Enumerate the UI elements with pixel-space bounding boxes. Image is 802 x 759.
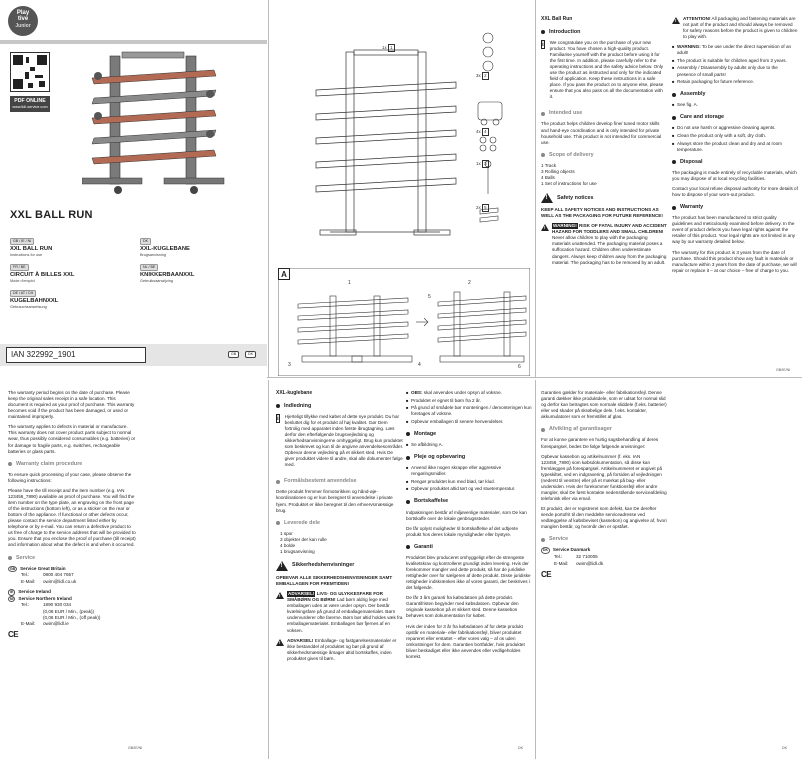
cover-page xyxy=(0,0,267,378)
divider xyxy=(535,0,536,378)
gb-warranty-column: The warranty period begins on the date of purchase. Please keep the original sales receipt in a safe location. This document is required as your proof of purchase. This warranty becomes void if the product has been damaged, or used or maintained improperly. The warranty applies to defects in material or manufacture. This warranty does not cover product parts subject to normal wear, thus possibly considered consumables (e.g. batteries) or for damage to fragile parts, e.g. switches, rechargeable batteries or glass parts. Warranty claim procedure To ensure quick processing of your case, please observe the following instructions: Please have the till receipt and the item number (e.g. IAN 123456_7890) available as proof of purchase. You will find the item number on the type plate, an engraving on the front page of the instructions (bottom left), or as a sticker on the rear or bottom of the appliance. If functional or other defects occur, please contact the service department listed either by telephone or by e-mail. You can return a defective product to us free of charge to the service address that will be provided to you. Ensure that you enclose the proof of purchase (till receipt) and information about what the defect is and when it occurred. Service GB Service Great Britain Tel.: 0800 404 7657 E-Mail: owim@lidl.co.uk IE Service Ireland NI Service Northern Ireland Tel.: 1890 930 034 (0,08 EUR / Min., (peak)) (0,06 EUR / Min., (off peak)) E-Mail: owim@lidl.ie CE xyxy=(8,390,136,640)
part-label-3: 1x 3 xyxy=(476,160,489,168)
callout-4: 4 xyxy=(418,362,421,368)
warning-icon xyxy=(276,639,284,646)
parts-icons xyxy=(476,32,506,240)
gb-column-2: ! ATTENTION! All packaging and fastening materials are not part of the product and should always be removed for safety reasons before the product is given to children to play with. ■ WARNING: To be use under the direct supervision of an adult! ■ The product is suitable for children aged from 2 years. ■ Assembly / Disassembly by adults only due to the presence of small parts! ■ Retain packaging for future reference. Assembly ■ See fig. A. Care and storage ■ Do not use harsh or aggressive cleaning agents. ■ Clean the product only with a soft, dry cloth. ■ Always store the product clean and dry and at room temperature. Disposal The packaging is made entirely of recyclable materials, which you may dispose of at local recycling facilities. Contact your local refuse disposal authority for more details of how to dispose of your worn-out product. Warranty The product has been manufactured to strict quality guidelines and meticulously examined before delivery. In the event of product defects you have legal rights against the retailer of this product. Your legal rights are not limited in any way by our warranty detailed below. The warranty for this product is 3 years from the date of purchase. Should this product show any fault in materials or manufacture within 3 years from the date of purchase, we will repair or replace it – at our choice – free of charge to you. xyxy=(672,16,798,278)
page-footer: DK xyxy=(518,746,523,750)
callout-6: 6 xyxy=(518,364,521,370)
care-heading: Care and storage xyxy=(672,114,798,121)
cover-title: XXL BALL RUN xyxy=(10,209,93,221)
dk-column-1: XXL-kuglebane Indledning i Hjerteligt tillykke med købet af dette nye produkt. Du har besluttet dig for et produkt af høj kvalitet. Gør Dem fortrolig med apparatet inden første ibrugtagning. Læs derfor den efterfølgende brugsvejledning og sikkerhedsanvisningerne omhyggeligt. Brug kun produktet som beskrevet og kun til de angivne anvendelsesområder. Opbevar denne vejledning på et sikkert sted. Hvis De giver produktet videre til andre, skal alle dokumenter følge med. Formålsbestemt anvendelse Dette produkt fremmer finmotorikken og hånd-øje-koordinationen og er kun beregnet til anvendelse i private hjem. Produktet er ikke beregnet til den erhvervsmæssige brug. Leverede dele 1 spor 3 objekter der kan rulle 4 bolde 1 brugsanvisning ! Sikkerhedshenvisninger OPBEVAR ALLE SIKKERHEDSHENVISNINGER SAMT EMBALLAGEN FOR FREMTIDEN! ! ADVARSEL! LIVS- OG ULYKKESFARE FOR SMÅBØRN OG BØRN! Lad børn aldrig lege med emballagen uden at være under opsyn. Der består kvælningsfare på grund af emballagematerialet. Børn undervurderer ofte farerne. Børn bør altid holdes væk fra emballagematerialet. Emballagen bør fjernes af en voksen. ! ADVARSEL! Emballage- og fastgørelsesmaterialer er ikke bestanddel af produktet og bør på grund af sikkerhedsmæssige årsager altid bortskaffes, inden produktet gives til børn. xyxy=(276,390,404,666)
assembly-figure-a xyxy=(278,268,530,376)
page-footer: GB/IE/NI xyxy=(776,368,791,372)
ce-mark: CE xyxy=(8,630,19,640)
warning-icon xyxy=(672,17,680,24)
dk-column-3: Garantien gælder for materiale- eller fabrikationsfejl. Denne garanti dækker ikke produktdele, som er udsat for normal slid og derfor kan betragtes som normale sliddele (f.eks. batterier) eller ved skader på skrøbelige dele, f.eks. kontakter, akkumulatorer som er fremstillet af glas. Afvikling af garantisager For at kunne garantere en hurtig sagsbehandling af deres forespørgsel, bedes De følge følgende anvisninger: Opbevar kassebon og artikelnummer (f. eks. IAN 123456_7890) som købsdokumentation, så disse kan fremlægges på forespørgsel. Artikelnummeret er angivet på typeskiltet, ved en indgravering, på forsiden af vejledningen (nederst til venstre) eller på et mærkat på bag- eller undersiden. Hvis der forekommer funktionsfejl eller andre mangler, skal De først kontakte nedenstående serviceafdeling telefonisk eller via email. Et produkt, der er registreret som defekt, kan De derefter sende portofrit til den meddelte serviceadresse ved vedlæggelse af købsbeviset (kassebon) og angivelse af, hvori manglen består, og hvornår den er opstået. Service DK Service Danmark Tel.: 32 710005 E-Mail: owim@lidl.dk CE xyxy=(541,390,669,581)
claim-heading: Warranty claim procedure xyxy=(8,461,136,468)
divider xyxy=(268,0,269,378)
track-line-drawing xyxy=(310,44,460,254)
intended-use-heading: Intended use xyxy=(541,110,667,117)
lang-block-fr: FR / BE CIRCUIT À BILLES XXL Mode d'emploi xyxy=(10,265,75,284)
pdf-online-label: PDF ONLINE www.lidl-service.com xyxy=(10,96,50,112)
warning-icon xyxy=(276,561,288,571)
page-footer: DK xyxy=(782,746,787,750)
callout-3: 3 xyxy=(288,362,291,368)
disposal-heading: Disposal xyxy=(672,159,798,166)
scope-list: 1 Track 3 Rolling objects 4 Balls 1 Set of instructions for use xyxy=(541,162,597,187)
assembly-heading: Assembly xyxy=(672,91,798,98)
warranty-heading: Warranty xyxy=(672,204,798,211)
info-icon: i xyxy=(542,41,544,48)
figure-a-label: A xyxy=(278,268,290,280)
badge-dk: DK xyxy=(245,351,256,358)
top-spread xyxy=(0,0,802,378)
lang-block-gb: GB / IE / NI XXL BALL RUN Instructions for use xyxy=(10,239,53,258)
ce-mark: CE xyxy=(541,570,552,580)
warning-icon xyxy=(276,592,284,599)
service-ie: IE Service Ireland NI Service Northern Ireland Tel.: 1890 930 034 (0,08 EUR / Min., (peak)) (0,06 EUR / Min., (off peak)) E-Mail: owim@lidl.ie xyxy=(10,589,101,627)
service-heading: Service xyxy=(8,555,136,562)
callout-5: 5 xyxy=(428,294,431,300)
cover-divider xyxy=(0,40,267,44)
dk-column-2: ■ OBS: skal anvendes under opsyn af voksne. ■ Produktet er egnet til børn fra 2 år. ■ På grund af smådele bør monteringen / demonteringen kun foretages af voksne. ■ Opbevar emballagen til senere henvendelser. Montage ■ Se afbildning A. Pleje og opbevaring ■ Anvend ikke nogen skrappe eller aggressive rengøringsmidler. ■ Rengør produktet kun med blød, tør klud. ■ Opbevar produktet altid tørt og ved stuetemperatur. Bortskaffelse Indpakningen består af miljøvenlige materialer, som De kan bortskaffe over de lokale genbrugssteder. De får oplyst muligheder til bortskaffelse af det udtjente produkt hos deres lokale myndigheder eller bystyre. Garanti Produktet blev produceret omhyggeligt efter de strengeste kvalitetskrav og kontrolleret grundigt inden levering. Hvis der forekommer mangler ved dette produkt, så har de juridiske rettigheder over for sælgeren af dette produkt. Disse juridiske rettigheder indskrænkes ikke af vores garanti, der beskrives i det følgende. De får 3 års garanti fra købsdatoen på dette produkt. Garantifristen begynder med købsdatoen. Opbevar den originale kassebon på et sikkert sted. Denne kassebon behøves som dokumentation for købet. Hvis der inden for 3 år fra købsdatoen af for dette produkt opstår en materiale- eller fabrikationsfejl, bliver produktet repareret eller erstattet – efter vores valg – af os uden omkostninger for dem. Garantien bortfalder, hvis produktet bliver beskadiget eller ikke anvendes eller vedligeholdes korrekt. xyxy=(406,390,532,659)
intro-text: We congratulate you on the purchase of your new product. You have chosen a high-quality product. Familiarise yourself with the product before using it for the first time. In addition, please carefully refer to the operating instructions and the safety advice below. Only use the product as instructed and only for the indicated field of application. Keep these instructions in a safe place. If you pass the product on to anyone else, please ensure that you also pass on all the documentation with it. xyxy=(549,39,664,100)
part-label-5: 2x 5 xyxy=(476,204,489,212)
run-title: XXL Ball Run xyxy=(541,16,573,22)
safety-heading: ! Safety notices xyxy=(541,193,667,203)
warning-icon xyxy=(541,224,549,231)
divider xyxy=(268,380,269,759)
safety-keep-text: KEEP ALL SAFETY NOTICES AND INSTRUCTIONS AS WELL AS THE PACKAGING FOR FUTURE REFERENCE! xyxy=(541,207,663,219)
playtive-logo: Play tive Junior xyxy=(8,6,38,36)
divider xyxy=(535,380,536,759)
ball-run-product-image xyxy=(82,50,232,195)
lang-block-dk: DK XXL-KUGLEBANE Brugsanvisning xyxy=(140,239,190,258)
gb-column-1 xyxy=(541,16,667,270)
email-link-ie[interactable]: owim@lidl.ie xyxy=(43,621,69,627)
ian-number: IAN 322992_1901 xyxy=(6,347,146,363)
part-label-2: 3x 2 xyxy=(476,72,489,80)
lang-block-de: DE / AT / CH KUGELBAHNXXL Gebrauchsanweisung xyxy=(10,291,59,310)
scope-heading: Scope of delivery xyxy=(541,152,667,159)
qr-code-icon[interactable] xyxy=(10,52,50,92)
callout-2: 2 xyxy=(468,280,471,286)
dk-intro-heading: Indledning xyxy=(276,403,404,410)
email-link-gb[interactable]: owim@lidl.co.uk xyxy=(43,579,77,585)
info-icon: i xyxy=(277,415,279,422)
intro-heading: Introduction xyxy=(541,29,667,36)
lang-block-nl: NL / BE KNIKKERBAANXXL Gebruiksaanwijzing xyxy=(140,265,195,284)
service-dk: DK Service Danmark Tel.: 32 710005 E-Mail: owim@lidl.dk xyxy=(543,547,604,566)
warning-text: WARNING! RISK OF FATAL INJURY AND ACCIDENT HAZARD FOR TODDLERS AND SMALL CHILDREN! Never allow children to play with the packaging materials unattended. The packaging material poses a suffocation hazard. Children often underestimate dangers. Always keep children away from the packaging material. The packaging has to be removed by an adult. xyxy=(552,223,667,265)
warning-icon xyxy=(541,193,553,203)
email-link-dk[interactable]: owim@lidl.dk xyxy=(576,560,604,566)
part-label-4: 4x 4 xyxy=(476,128,489,136)
part-label-1: 1x 1 xyxy=(382,44,395,52)
parts-illustration-panel xyxy=(270,10,532,378)
badge-gb: GB xyxy=(228,351,239,358)
attention-text: ATTENTION! All packaging and fastening materials are not part of the product and should always be removed for safety reasons before the product is given to children to play with. xyxy=(683,16,798,40)
bottom-spread xyxy=(0,380,802,759)
intended-use-text: The product helps children develop fine/ tuned motor skills and hand-eye coordination and is only intended for private household use. This product is not intended for commercial use. xyxy=(541,121,662,145)
page-footer: GB/IE/NI xyxy=(128,746,143,750)
service-gb: GB Service Great Britain Tel.: 0800 404 7657 E-Mail: owim@lidl.co.uk xyxy=(10,565,77,585)
ian-bar xyxy=(0,344,267,366)
care-list: ■ Do not use harsh or aggressive cleaning agents. ■ Clean the product only with a soft, dry cloth. ■ Always store the product clean and dry and at room temperature. xyxy=(672,125,782,152)
callout-1: 1 xyxy=(348,280,351,286)
safety-bullets: ■ WARNING: To be use under the direct supervision of an adult! ■ The product is suitable for children aged from 2 years. ■ Assembly / Disassembly by adults only due to the presence of small parts! ■ Retain packaging for future reference. xyxy=(672,44,792,85)
